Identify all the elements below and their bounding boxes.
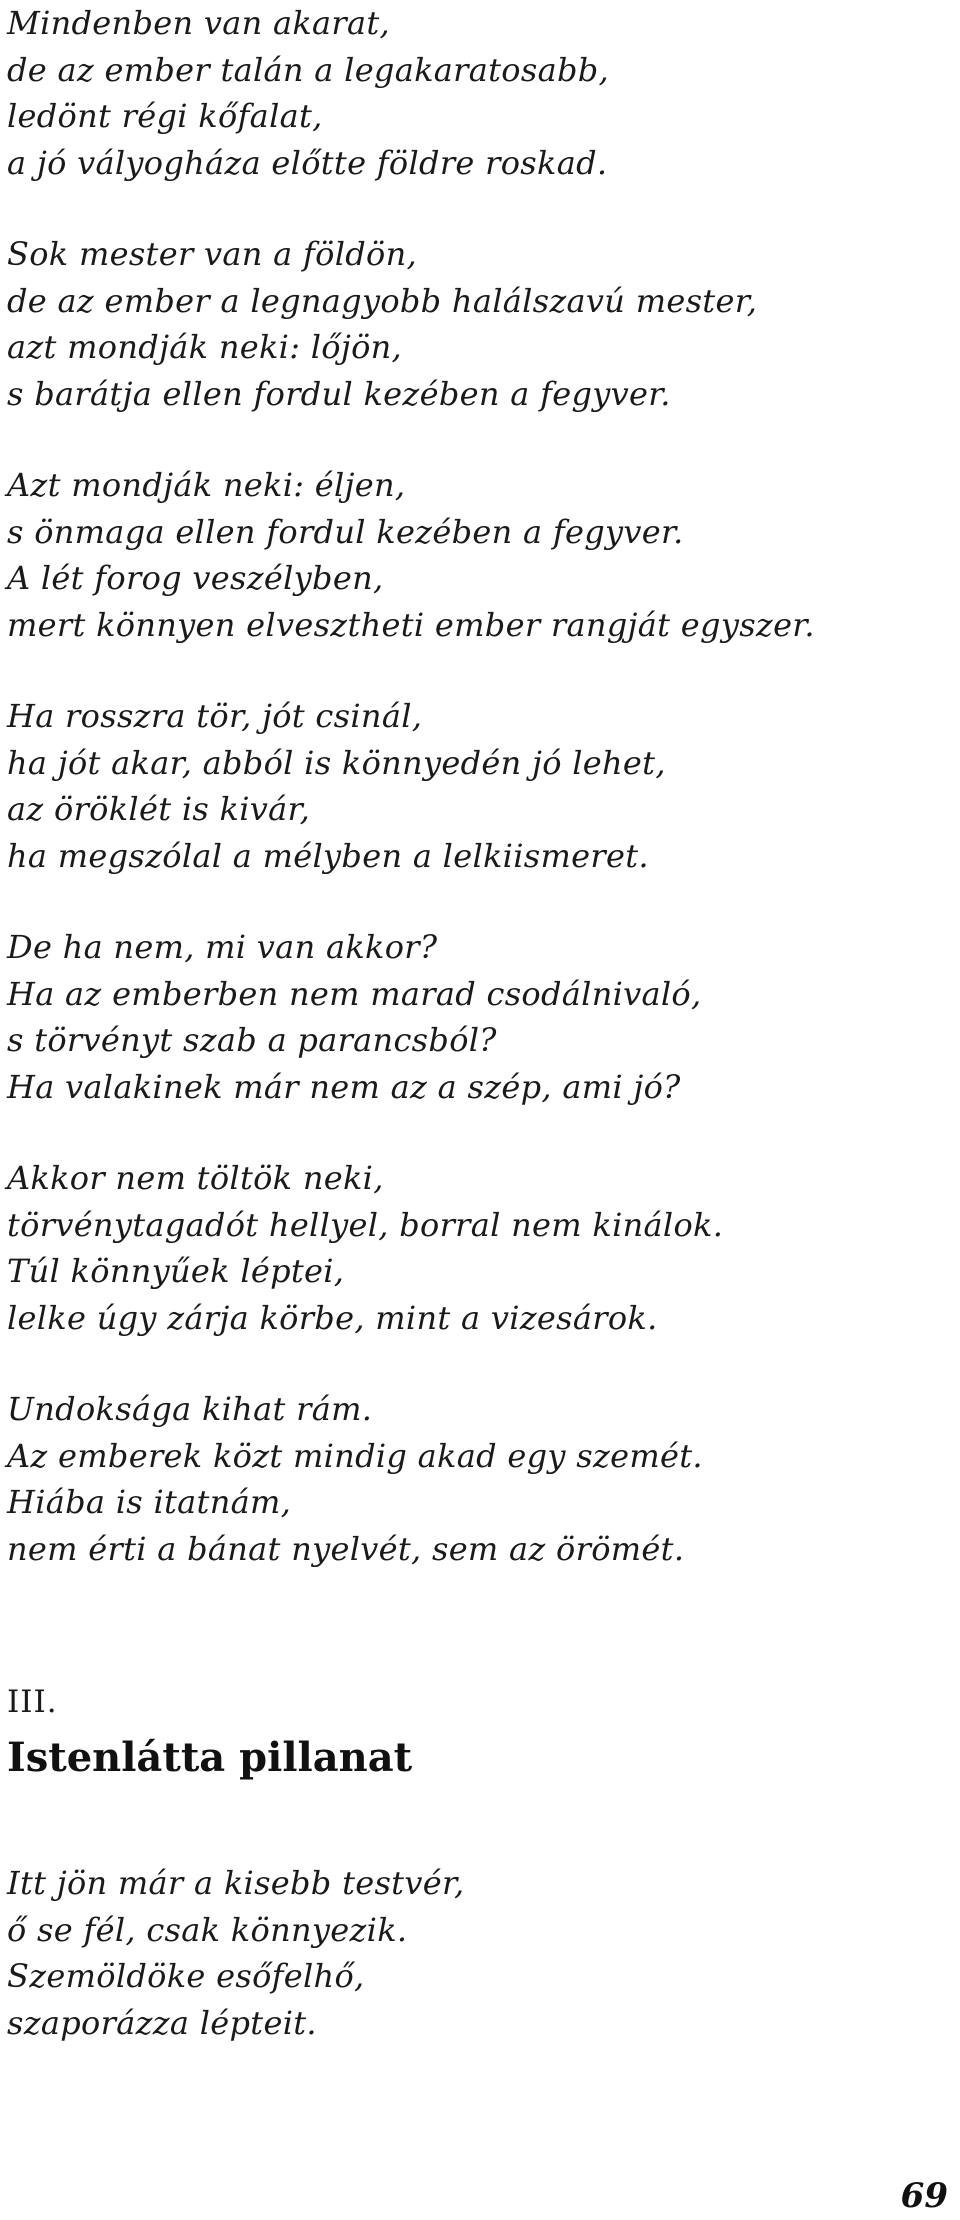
page-number: 69 bbox=[900, 2176, 948, 2216]
stanza bbox=[7, 1386, 947, 1572]
poem-line: A lét forog veszélyben, bbox=[7, 559, 384, 597]
stanza bbox=[7, 924, 947, 1110]
poem-line: s önmaga ellen fordul kezében a fegyver. bbox=[7, 512, 684, 551]
poem-line: Itt jön már a kisebb testvér, bbox=[7, 1864, 465, 1902]
stanza bbox=[7, 462, 947, 648]
stanza bbox=[7, 0, 947, 186]
poem-line: de az ember talán a legakaratosabb, bbox=[7, 50, 609, 89]
second-poem-body bbox=[7, 1860, 947, 2046]
section-heading bbox=[7, 1682, 412, 1784]
poem-line: mert könnyen elvesztheti ember rangját egyszer. bbox=[7, 605, 815, 644]
poem-line: Mindenben van akarat, bbox=[7, 4, 391, 42]
poem-line: Azt mondják neki: éljen, bbox=[7, 466, 406, 504]
poem-line: nem érti a bánat nyelvét, sem az örömét. bbox=[7, 1529, 685, 1568]
poem-line: de az ember a legnagyobb halálszavú mester, bbox=[7, 281, 758, 320]
poem-body bbox=[7, 0, 947, 1617]
poem-line: De ha nem, mi van akkor? bbox=[7, 928, 438, 966]
poem-line: Hiába is itatnám, bbox=[7, 1483, 292, 1521]
poem-line: ha megszólal a mélyben a lelkiismeret. bbox=[7, 836, 649, 875]
poem-line: az öröklét is kivár, bbox=[7, 790, 311, 828]
poem-line: ha jót akar, abból is könnyedén jó lehet, bbox=[7, 743, 666, 782]
poem-line: azt mondják neki: lőjön, bbox=[7, 328, 403, 366]
poem-line: Ha rosszra tör, jót csinál, bbox=[7, 697, 423, 735]
section-number: III. bbox=[7, 1684, 58, 1720]
poem-line: s barátja ellen fordul kezében a fegyver. bbox=[7, 374, 671, 413]
poem-line: s törvényt szab a parancsból? bbox=[7, 1021, 497, 1059]
poem-line: Sok mester van a földön, bbox=[7, 235, 417, 273]
stanza bbox=[7, 693, 947, 879]
poem-line: Undoksága kihat rám. bbox=[7, 1390, 373, 1428]
poem-line: Szemöldöke esőfelhő, bbox=[7, 1957, 365, 1995]
section-title: Istenlátta pillanat bbox=[7, 1734, 413, 1781]
poem-line: Ha az emberben nem marad csodálnivaló, bbox=[7, 974, 702, 1013]
poem-line: Az emberek közt mindig akad egy szemét. bbox=[7, 1436, 703, 1475]
poem-line: a jó vályogháza előtte földre roskad. bbox=[7, 143, 608, 182]
stanza bbox=[7, 1155, 947, 1341]
poem-line: szaporázza lépteit. bbox=[7, 2003, 317, 2042]
poem-line: Túl könnyűek léptei, bbox=[7, 1252, 345, 1290]
poem-line: ő se fél, csak könnyezik. bbox=[7, 1910, 408, 1949]
poem-line: törvénytagadót hellyel, borral nem kinálok. bbox=[7, 1205, 724, 1244]
poem-line: Ha valakinek már nem az a szép, ami jó? bbox=[7, 1067, 681, 1106]
poem-line: lelke úgy zárja körbe, mint a vizesárok. bbox=[7, 1298, 658, 1337]
stanza bbox=[7, 231, 947, 417]
poem-line: ledönt régi kőfalat, bbox=[7, 97, 323, 135]
poem-line: Akkor nem töltök neki, bbox=[7, 1159, 384, 1197]
